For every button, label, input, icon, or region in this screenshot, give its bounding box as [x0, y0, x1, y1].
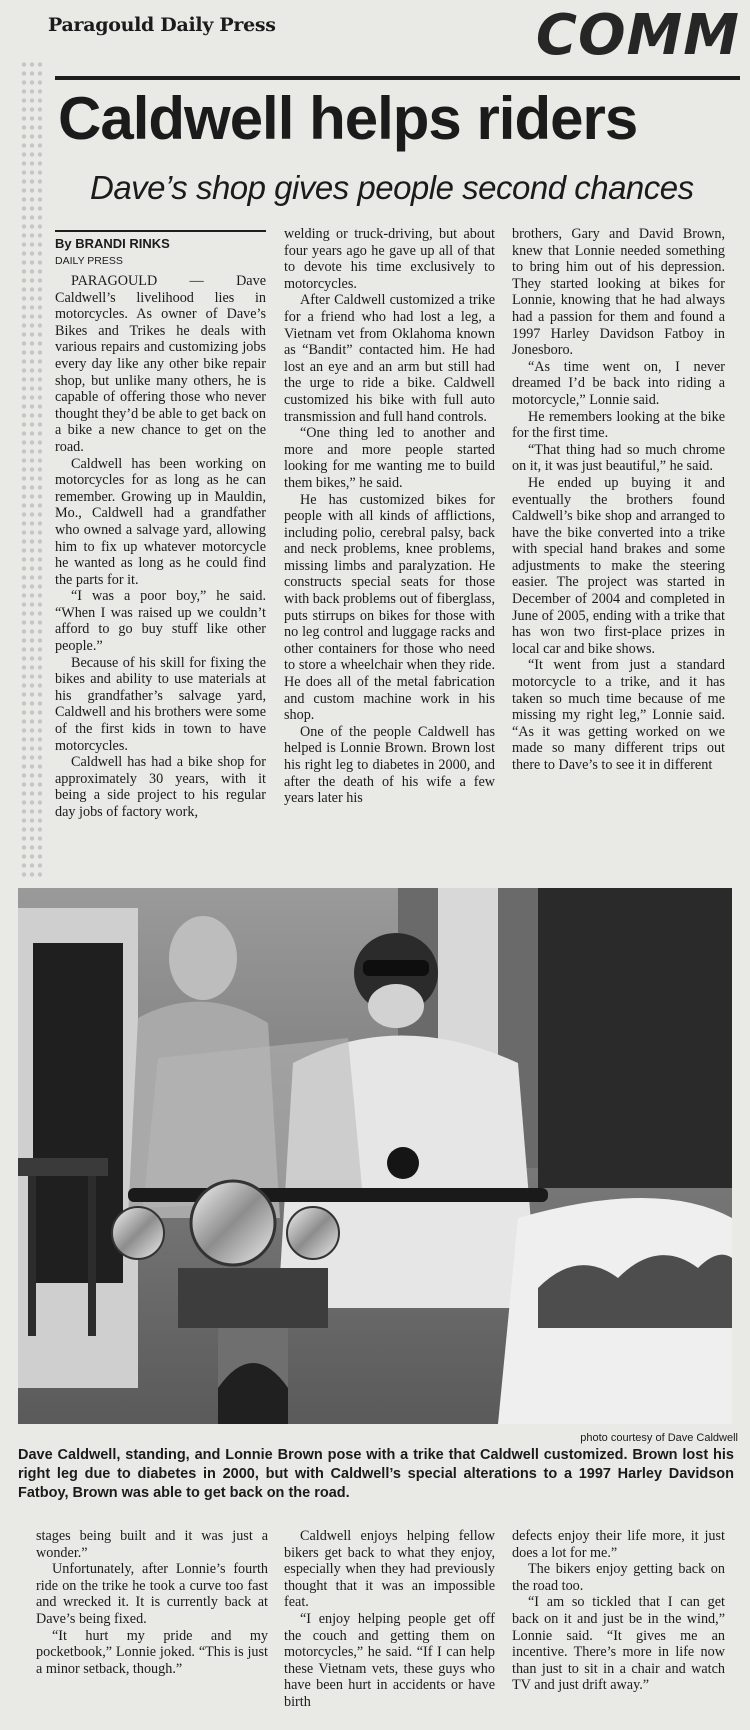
- paragraph: PARAGOULD — Dave Caldwell’s livelihood lies in motorcycles. As owner of Dave’s Bikes and Trikes he deals with various repairs and customizing jobs every day like any other bike repair shop, but unlike many others, he is capable of offering those who never thought they’d be able to get back on a bike a new chance to get on the road.: [55, 273, 266, 455]
- byline-org: DAILY PRESS: [55, 255, 123, 267]
- paragraph: Unfortunately, after Lonnie’s fourth ride on the trike he took a curve too fast and wrecked it. It is currently back at Dave’s being fixed.: [36, 1561, 268, 1627]
- paragraph: welding or truck-driving, but about four years ago he gave up all of that to devote his time exclusively to motorcycles.: [284, 226, 495, 292]
- article-column-4: [36, 1528, 268, 1728]
- paragraph: Caldwell has had a bike shop for approximately 30 years, with it being a side project to his regular day jobs of factory work,: [55, 754, 266, 820]
- article-column-5: [284, 1528, 495, 1728]
- paragraph: stages being built and it was just a wonder.”: [36, 1528, 268, 1561]
- paragraph: “That thing had so much chrome on it, it was just beautiful,” he said.: [512, 441, 725, 475]
- paragraph: “It hurt my pride and my pocketbook,” Lonnie joked. “This is just a minor setback, though.”: [36, 1627, 268, 1677]
- paragraph: “As time went on, I never dreamed I’d be back into riding a motorcycle,” Lonnie said.: [512, 358, 725, 408]
- article-column-1: [55, 273, 266, 873]
- photo-caption: Dave Caldwell, standing, and Lonnie Brown pose with a trike that Caldwell customized. Brown lost his right leg due to diabetes in 2000, but with Caldwell’s special alterations to a 1997 Harley Davidson Fatboy, Brown was able to get back on the road.: [18, 1447, 734, 1501]
- byline-rule: [55, 230, 266, 232]
- section-label: COMM: [535, 3, 740, 68]
- masthead-rule: [55, 76, 740, 80]
- paragraph: The bikers enjoy getting back on the road too.: [512, 1561, 725, 1594]
- headline: Caldwell helps riders: [58, 85, 638, 152]
- photo-credit: photo courtesy of Dave Caldwell: [580, 1432, 738, 1444]
- article-column-6: [512, 1528, 725, 1728]
- paragraph: He has customized bikes for people with all kinds of afflictions, including polio, cerebral palsy, back and neck problems, knee problems, missing limbs and paralyzation. He constructs special seats for those with back problems out of fiberglass, puts stirrups on bikes for those with no leg control and luggage racks and other containers for those who need to store a wheelchair when they ride. He does all of the metal fabrication and custom machine work in his shop.: [284, 491, 495, 724]
- subheadline: Dave’s shop gives people second chances: [90, 169, 694, 206]
- paragraph: He ended up buying it and eventually the brothers found Caldwell’s bike shop and arranged to have the bike converted into a trike with special hand brakes and some adjustments to make the steering easier. The project was started in December of 2004 and completed in June of 2005, ending with a trike that has won two first-place prizes in local car and bike shows.: [512, 474, 725, 657]
- paragraph: “I am so tickled that I can get back on it and just be in the wind,” Lonnie said. “It gives me an incentive. There’s more in life now than just to sit in a chair and watch TV and just drift away.”: [512, 1594, 725, 1694]
- article-photo: [18, 888, 732, 1424]
- paragraph: Caldwell enjoys helping fellow bikers get back to what they enjoy, especially when they had previously thought that it was an impossible feat.: [284, 1528, 495, 1611]
- perforation-edge: [20, 60, 42, 880]
- paragraph: defects enjoy their life more, it just does a lot for me.”: [512, 1528, 725, 1561]
- paragraph: “It went from just a standard motorcycle to a trike, and it has taken so much time because of me missing my right leg,” Lonnie said. “As it was getting worked on we made so many different trips out there to Dave’s to see it in different: [512, 657, 725, 773]
- article-column-3: [512, 226, 725, 876]
- paragraph: After Caldwell customized a trike for a friend who had lost a leg, a Vietnam vet from Oklahoma known as “Bandit” contacted him. He had lost an eye and an arm but still had the urge to ride a bike. Caldwell customized his bike with full auto transmission and full hand controls.: [284, 292, 495, 425]
- paragraph: One of the people Caldwell has helped is Lonnie Brown. Brown lost his right leg to diabetes in 2000, and after the death of his wife a few years later his: [284, 723, 495, 807]
- photo-illustration: [18, 888, 732, 1424]
- paragraph: “I enjoy helping people get off the couch and getting them on motorcycles,” he said. “If I can help these Vietnam vets, these guys who have been hurt in accidents or have birth: [284, 1610, 495, 1710]
- paragraph: brothers, Gary and David Brown, knew that Lonnie needed something to bring him out of his depression. They started looking at bikes for Lonnie, knowing that he had always had a passion for them and found a 1997 Harley Davidson Fatboy in Jonesboro.: [512, 226, 725, 359]
- article-column-2: [284, 226, 495, 876]
- paragraph: Caldwell has been working on motorcycles for as long as he can remember. Growing up in Mauldin, Mo., Caldwell had a grandfather who owned a salvage yard, allowing him to fix up whatever motorcycle he wanted as long as he could find the parts for it.: [55, 455, 266, 588]
- paragraph: “I was a poor boy,” he said. “When I was raised up we couldn’t afford to go buy stuff like other people.”: [55, 588, 266, 655]
- paragraph: Because of his skill for fixing the bikes and ability to use materials at his grandfather’s salvage yard, Caldwell and his brothers were some of the first kids in town to have motorcycles.: [55, 654, 266, 754]
- paragraph: He remembers looking at the bike for the first time.: [512, 408, 725, 442]
- paragraph: “One thing led to another and more and more people started looking for me wanting me to build them bikes,” he said.: [284, 425, 495, 491]
- byline: By BRANDI RINKS: [55, 236, 170, 251]
- paper-name: Paragould Daily Press: [48, 14, 276, 36]
